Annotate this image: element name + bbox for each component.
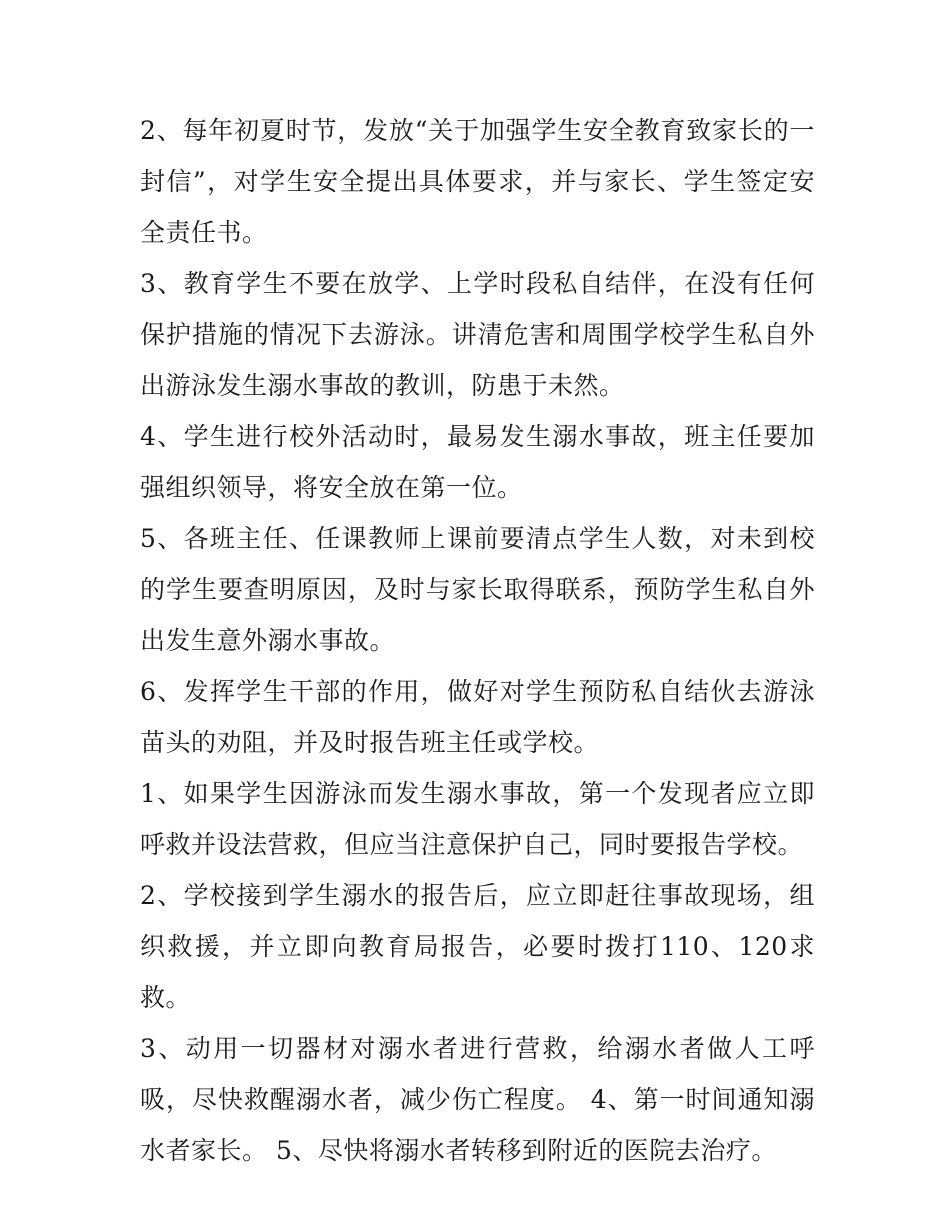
paragraph-8: 3、动用一切器材对溺水者进行营救，给溺水者做人工呼吸，尽快救醒溺水者，减少伤亡程度。 4、第一时间通知溺水者家长。 5、尽快将溺水者转移到附近的医院去治疗。 bbox=[140, 1034, 815, 1165]
paragraph-3: 4、学生进行校外活动时，最易发生溺水事故，班主任要加强组织领导，将安全放在第一位。 bbox=[140, 422, 815, 502]
paragraph-2: 3、教育学生不要在放学、上学时段私自结伴，在没有任何保护措施的情况下去游泳。讲清危害和周围学校学生私自外出游泳发生溺水事故的教训，防患于未然。 bbox=[140, 269, 815, 400]
paragraph-4: 5、各班主任、任课教师上课前要清点学生人数，对未到校的学生要查明原因，及时与家长取得联系，预防学生私自外出发生意外溺水事故。 bbox=[140, 524, 815, 655]
paragraph-5: 6、发挥学生干部的作用，做好对学生预防私自结伙去游泳苗头的劝阻，并及时报告班主任或学校。 bbox=[140, 677, 815, 757]
paragraph-1: 2、每年初夏时节，发放“关于加强学生安全教育致家长的一封信”，对学生安全提出具体要求，并与家长、学生签定安全责任书。 bbox=[140, 116, 815, 247]
paragraph-7: 2、学校接到学生溺水的报告后，应立即赶往事故现场，组织救援，并立即向教育局报告，必要时拨打110、120求救。 bbox=[140, 881, 815, 1012]
paragraph-6: 1、如果学生因游泳而发生溺水事故，第一个发现者应立即呼救并设法营救，但应当注意保护自己，同时要报告学校。 bbox=[140, 779, 815, 859]
